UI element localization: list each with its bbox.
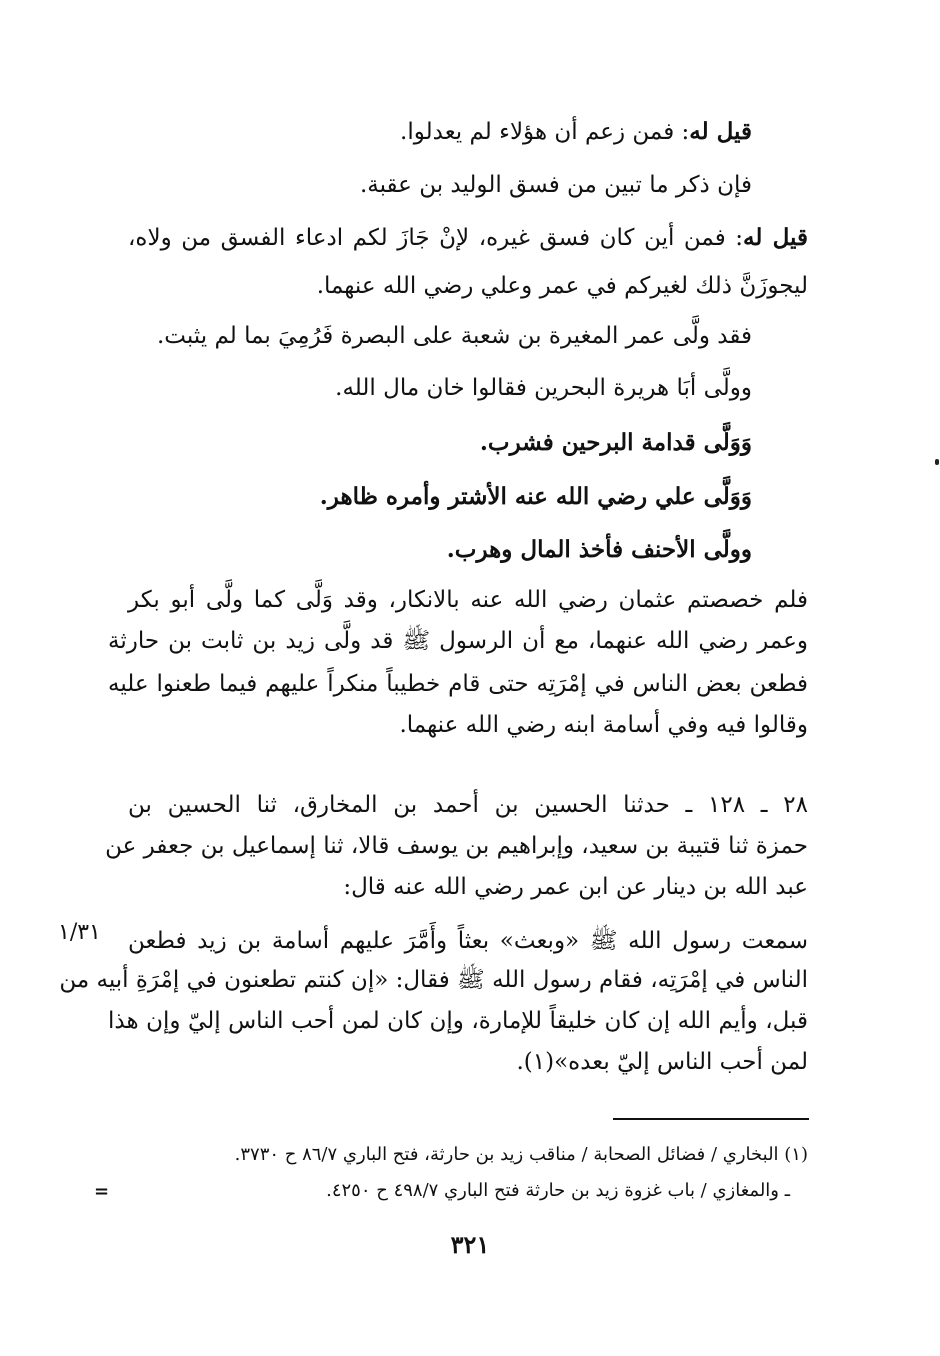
line-text: الناس في إمْرَتِه، فقام رسول الله ﷺ فقال: «إن كنتم تطعنون في إمْرَةِ أبيه من <box>59 967 808 993</box>
line-text: ليجوزَنَّ ذلك لغيركم في عمر وعلي رضي الله عنهما. <box>316 273 808 299</box>
text-line <box>128 218 808 258</box>
margin-reference: ١/٣١ <box>58 920 101 945</box>
text-line <box>128 921 808 961</box>
text-line <box>128 785 808 825</box>
line-text: وولَّى الأحنف فأخذ المال وهرب. <box>446 536 752 563</box>
line-text: وَوَلَّى علي رضي الله عنه الأشتر وأمره ظاهر. <box>319 483 752 510</box>
line-text: سمعت رسول الله ﷺ «وبعث» بعثاً وأَمَّرَ عليهم أسامة بن زيد فطعن <box>128 928 808 954</box>
line-text: فقد ولَّى عمر المغيرة بن شعبة على البصرة فَرُمِيَ بما لم يثبت. <box>156 323 752 349</box>
lead-phrase: قيل له <box>689 118 752 145</box>
footnote <box>326 1176 790 1206</box>
text-line <box>157 316 752 356</box>
line-text: وَوَلَّى قدامة البرحين فشرب. <box>479 429 752 456</box>
line-text: : فمن زعم أن هؤلاء لم يعدلوا. <box>400 119 690 145</box>
text-line <box>105 826 808 866</box>
text-line <box>317 266 808 306</box>
continuation-mark: = <box>94 1181 110 1202</box>
footnote-text: (١) البخاري / فضائل الصحابة / مناقب زيد بن حارثة، فتح الباري ٨٦/٧ ح ٣٧٣٠. <box>234 1144 808 1165</box>
text-line <box>59 960 808 1000</box>
line-text: فطعن بعض الناس في إمْرَتِه حتى قام خطيباً منكراً عليهم فيما طعنوا عليه <box>108 671 808 697</box>
footnote-divider <box>613 1118 809 1120</box>
text-line <box>335 368 752 408</box>
text-line <box>320 477 752 517</box>
scan-speck <box>935 459 939 465</box>
text-line <box>360 165 752 205</box>
line-text: وعمر رضي الله عنهما، مع أن الرسول ﷺ قد ولَّى زيد بن ثابت بن حارثة <box>108 628 808 654</box>
text-line <box>399 705 808 745</box>
footnote-text: ـ والمغازي / باب غزوة زيد بن حارثة فتح الباري ٤٩٨/٧ ح ٤٢٥٠. <box>326 1180 790 1201</box>
line-text: : فمن أين كان فسق غيره، لإنْ جَازَ لكم ادعاء الفسق من ولاه، <box>128 225 744 251</box>
line-text: وولَّى أبَا هريرة البحرين فقالوا خان مال الله. <box>335 375 752 401</box>
text-line <box>516 1042 808 1082</box>
text-line <box>108 1001 808 1041</box>
text-line <box>400 112 752 152</box>
line-text: عبد الله بن دينار عن ابن عمر رضي الله عنه قال: <box>343 874 808 900</box>
line-text: لمن أحب الناس إليّ بعده»(١). <box>516 1049 808 1075</box>
footnote <box>235 1140 808 1170</box>
line-text: حمزة ثنا قتيبة بن سعيد، وإبراهيم بن يوسف قالا، ثنا إسماعيل بن جعفر عن <box>105 833 808 859</box>
text-line <box>343 867 808 907</box>
line-text: قبل، وأيم الله إن كان خليقاً للإمارة، وإن كان لمن أحب الناس إليّ وإن هذا <box>108 1008 808 1034</box>
text-line <box>108 664 808 704</box>
page-number: ٣٢١ <box>450 1230 490 1259</box>
line-text: وقالوا فيه وفي أسامة ابنه رضي الله عنهما. <box>399 712 808 738</box>
text-line <box>108 621 808 661</box>
text-line <box>480 423 752 463</box>
text-line <box>447 530 752 570</box>
line-text: ٢٨ ـ ١٢٨ ـ حدثنا الحسين بن أحمد بن المخارق، ثنا الحسين بن <box>128 792 808 818</box>
lead-phrase: قيل له <box>743 224 808 251</box>
line-text: فلم خصصتم عثمان رضي الله عنه بالانكار، وقد وَلَّى كما ولَّى أبو بكر <box>128 587 808 613</box>
text-line <box>128 580 808 620</box>
line-text: فإن ذكر ما تبين من فسق الوليد بن عقبة. <box>359 172 752 198</box>
